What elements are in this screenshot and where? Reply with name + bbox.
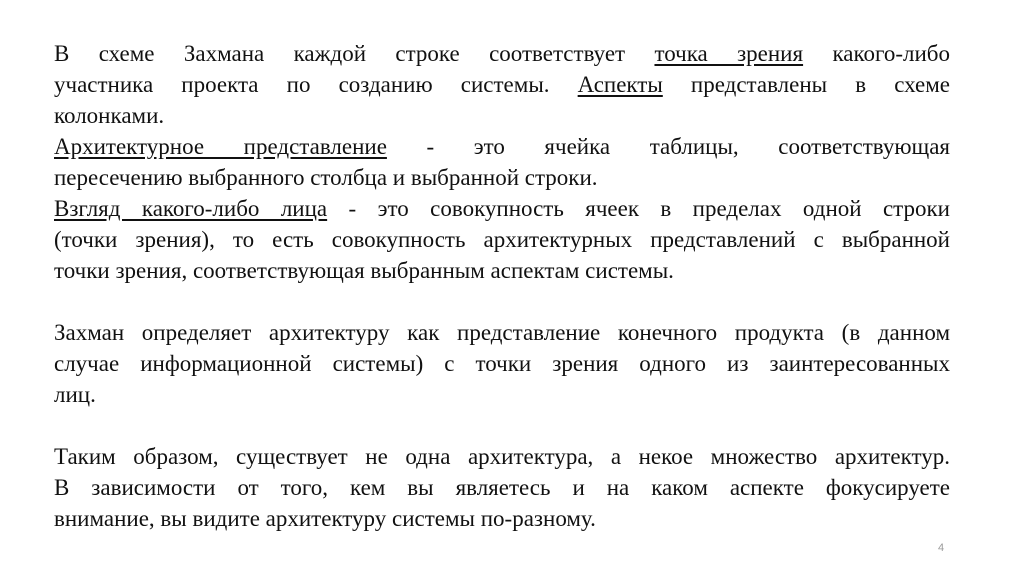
text-line: Захман определяет архитектуру как представление конечного продукта (в данном <box>54 320 950 345</box>
text-line: лиц. <box>54 382 96 407</box>
text-segment: участника проекта по созданию системы. <box>54 72 578 97</box>
term-viewpoint: точка зрения <box>654 41 804 66</box>
text-line <box>54 38 950 69</box>
term-perspective: Взгляд какого-либо лица <box>54 196 328 221</box>
text-line: В зависимости от того, кем вы являетесь и на каком аспекте фокусируете <box>54 475 950 500</box>
text-line <box>54 193 950 224</box>
text-segment: какого-либо <box>803 41 950 66</box>
text-line: (точки зрения), то есть совокупность архитектурных представлений с выбранной <box>54 227 950 252</box>
text-line: точки зрения, соответствующая выбранным аспектам системы. <box>54 258 674 283</box>
term-aspects: Аспекты <box>577 72 663 97</box>
text-segment: В схеме Захмана каждой строке соответствует <box>54 41 655 66</box>
text-segment: - это ячейка таблицы, соответствующая <box>386 134 950 159</box>
slide-body <box>54 38 950 534</box>
text-segment: представлены в схеме <box>662 72 950 97</box>
text-segment: - это совокупность ячеек в пределах одной строки <box>327 196 950 221</box>
paragraph-gap <box>54 410 950 441</box>
text-line: внимание, вы видите архитектуру системы по-разному. <box>54 506 596 531</box>
text-line <box>54 69 950 100</box>
text-line: пересечению выбранного столбца и выбранной строки. <box>54 165 598 190</box>
text-line: колонками. <box>54 103 165 128</box>
text-line <box>54 131 950 162</box>
page-number: 4 <box>938 542 945 554</box>
term-architectural-view: Архитектурное представление <box>54 134 387 159</box>
paragraph-gap <box>54 286 950 317</box>
text-line: случае информационной системы) с точки зрения одного из заинтересованных <box>54 351 950 376</box>
text-line: Таким образом, существует не одна архитектура, а некое множество архитектур. <box>54 444 950 469</box>
